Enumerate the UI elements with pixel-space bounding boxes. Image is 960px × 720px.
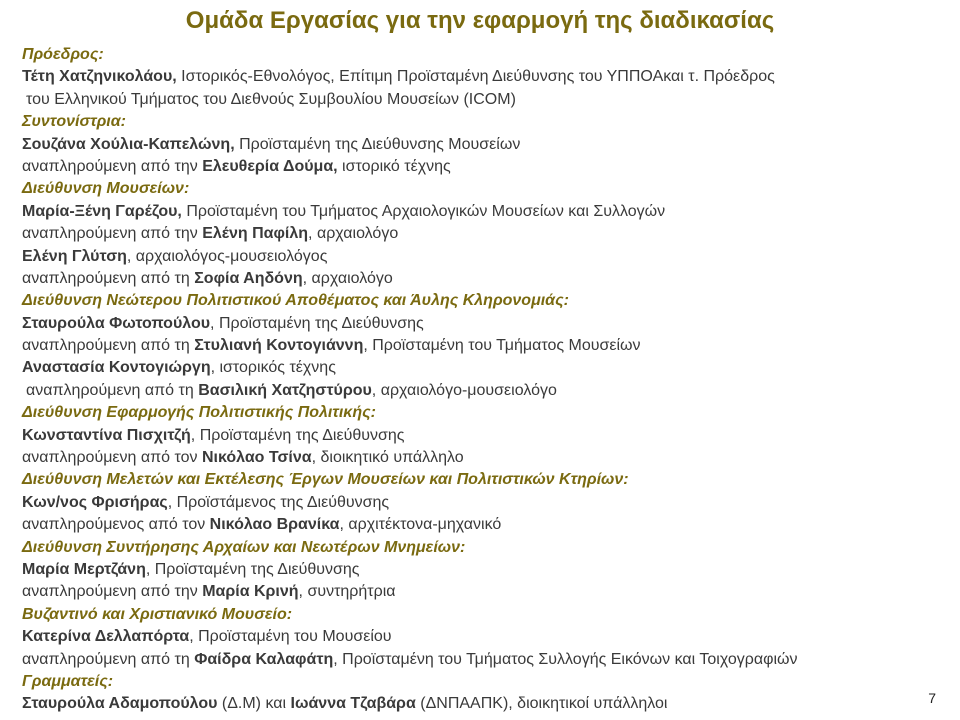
person-role: , αρχαιολόγο [308,225,399,243]
person-name: Μαρία Κρινή [202,583,299,601]
person-name: Κωνσταντίνα Πισχιτζή [22,426,191,444]
section-heading-conservation: Διεύθυνση Συντήρησης Αρχαίων και Νεωτέρων Μνημείων: [22,538,466,556]
person-role: , Προϊστάμενος της Διεύθυνσης [167,493,390,511]
person-name: Σταυρούλα Φωτοπούλου [22,314,211,332]
person-role: , Προϊσταμένη του Τμήματος Μουσείων [363,337,641,355]
studies-works-line-2 [22,514,952,536]
person-name: Σουζάνα Χούλια-Καπελώνη, [22,135,235,153]
person-name: Τέτη Χατζηνικολάου, [22,68,177,86]
person-role: ιστορικό τέχνης [337,157,451,175]
person-name: Νικόλαο Τσίνα [201,449,312,467]
person-name: Σοφία Αηδόνη [194,269,303,287]
slide-title: Ομάδα Εργασίας για την εφαρμογή της διαδικασίας [185,7,775,34]
museums-line-4 [22,268,952,290]
museums-line-2 [22,223,952,245]
president-line [22,66,952,88]
person-name: Σταυρούλα Αδαμοπούλου [22,695,218,713]
person-role: , αρχαιολόγος-μουσειολόγος [126,247,328,265]
section-heading-coordinator: Συντονίστρια: [22,113,126,131]
modern-heritage-line-1 [22,313,952,335]
person-name: Νικόλαο Βρανίκα [209,516,340,534]
person-role: , Προϊσταμένη του Μουσείου [189,628,392,646]
conservation-line-2 [22,581,952,603]
person-name: Ελένη Παφίλη [202,225,309,243]
person-name: Αναστασία Κοντογιώργη [22,359,211,377]
page-number: 7 [928,690,936,706]
person-role: Προϊσταμένη της Διεύθυνσης Μουσείων [234,135,521,153]
person-name: Στυλιανή Κοντογιάννη [194,337,364,355]
section-heading-byzantine-museum: Βυζαντινό και Χριστιανικό Μουσείο: [22,605,293,623]
section-heading-president: Πρόεδρος: [22,46,104,63]
section-heading-secretaries: Γραμματείς: [22,672,114,690]
substitute-prefix: αναπληρούμενος από τον [22,516,210,534]
person-name: Μαρία-Ξένη Γαρέζου, [22,202,182,220]
section-heading-cultural-policy: Διεύθυνση Εφαρμογής Πολιτιστικής Πολιτικής: [22,404,376,422]
substitute-prefix: αναπληρούμενη από τη [26,381,199,399]
person-role: , διοικητικό υπάλληλο [311,449,464,467]
museums-line-3 [22,246,952,268]
person-name: Μαρία Μερτζάνη [22,560,146,578]
person-role: , Προϊσταμένη της Διεύθυνσης [210,314,424,332]
coordinator-substitute-line [22,156,952,178]
substitute-prefix: αναπληρούμενη από την [22,225,203,243]
section-heading-modern-heritage: Διεύθυνση Νεώτερου Πολιτιστικού Αποθέματος και Άυλης Κληρονομιάς: [22,292,569,310]
person-role: , Προϊσταμένη της Διεύθυνσης [190,426,405,444]
person-name: Κατερίνα Δελλαπόρτα [22,628,190,646]
substitute-prefix: αναπληρούμενη από την [22,157,203,175]
modern-heritage-line-2 [22,335,952,357]
section-heading-studies-works: Διεύθυνση Μελετών και Εκτέλεσης Έργων Μουσείων και Πολιτιστικών Κτηρίων: [22,471,629,489]
modern-heritage-line-4 [22,380,952,402]
substitute-prefix: αναπληρούμενη από τη [22,650,195,668]
person-role: , Προϊσταμένη της Διεύθυνσης [145,560,360,578]
cultural-policy-line-2 [22,447,952,469]
substitute-prefix: αναπληρούμενη από την [22,583,203,601]
studies-works-line-1 [22,492,952,514]
person-name: Ιωάννα Τζαβάρα [290,695,416,713]
coordinator-line [22,134,952,156]
person-role: , Προϊσταμένη του Τμήματος Συλλογής Εικόνων και Τοιχογραφιών [333,650,798,668]
modern-heritage-line-3 [22,357,952,379]
substitute-prefix: αναπληρούμενη από τη [22,269,195,287]
cultural-policy-line-1 [22,425,952,447]
person-role: , ιστορικός τέχνης [210,359,336,377]
person-role: Ιστορικός-Εθνολόγος, Επίτιμη Προϊσταμένη Διεύθυνσης του ΥΠΠΟΑκαι τ. Πρόεδρος [176,68,775,86]
person-name: Ελένη Γλύτση [22,247,127,265]
person-role: , αρχιτέκτονα-μηχανικό [339,516,502,534]
person-name: Φαίδρα Καλαφάτη [194,650,334,668]
president-line-continued: του Ελληνικού Τμήματος του Διεθνούς Συμβουλίου Μουσείων (ICOM) [26,90,516,108]
conservation-line-1 [22,559,952,581]
person-name: Βασιλική Χατζηστύρου [198,381,372,399]
museums-line-1 [22,201,952,223]
byzantine-museum-line-2 [22,649,952,671]
substitute-prefix: αναπληρούμενη από τον [22,449,202,467]
slide-content [22,44,952,716]
person-role: , αρχαιολόγο-μουσειολόγο [371,381,557,399]
person-role: (ΔΝΠΑΑΠΚ), διοικητικοί υπάλληλοι [415,695,668,713]
person-role: , αρχαιολόγο [302,269,393,287]
person-name: Κων/νος Φρισήρας [22,493,168,511]
substitute-prefix: αναπληρούμενη από τη [22,337,195,355]
section-heading-museums: Διεύθυνση Μουσείων: [22,180,190,198]
secretaries-line [22,693,952,715]
byzantine-museum-line-1 [22,626,952,648]
person-role: , συντηρήτρια [298,583,396,601]
person-name: Ελευθερία Δούμα, [202,157,338,175]
person-role: Προϊσταμένη του Τμήματος Αρχαιολογικών Μουσείων και Συλλογών [181,202,666,220]
person-affiliation: (Δ.Μ) και [217,695,291,713]
